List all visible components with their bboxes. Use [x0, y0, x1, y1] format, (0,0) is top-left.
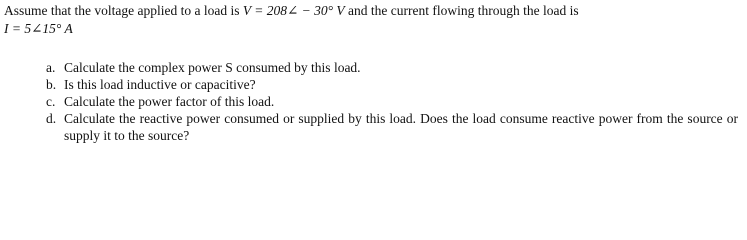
task-item-d	[46, 110, 738, 144]
task-text: Calculate the complex power S consumed by this load.	[64, 60, 361, 75]
task-list	[46, 59, 738, 144]
voltage-expression: V = 208∠ − 30° V	[242, 3, 345, 18]
task-marker: a.	[46, 60, 56, 75]
task-text: Is this load inductive or capacitive?	[64, 77, 256, 92]
task-item-a	[46, 59, 738, 76]
problem-statement	[4, 2, 742, 38]
task-text: Calculate the power factor of this load.	[64, 94, 275, 109]
intro-paragraph	[4, 2, 742, 38]
intro-text-2: and the current flowing through the load is	[344, 3, 579, 18]
task-marker: b.	[46, 77, 57, 92]
task-marker: d.	[46, 111, 57, 126]
task-marker: c.	[46, 94, 56, 109]
task-item-c	[46, 93, 738, 110]
task-text: Calculate the reactive power consumed or supplied by this load. Does the load consume reactive power from the source or supply it to the source?	[64, 111, 738, 143]
task-item-b	[46, 76, 738, 93]
current-expression: I = 5∠15° A	[4, 21, 73, 36]
intro-text-1: Assume that the voltage applied to a load is	[4, 3, 243, 18]
